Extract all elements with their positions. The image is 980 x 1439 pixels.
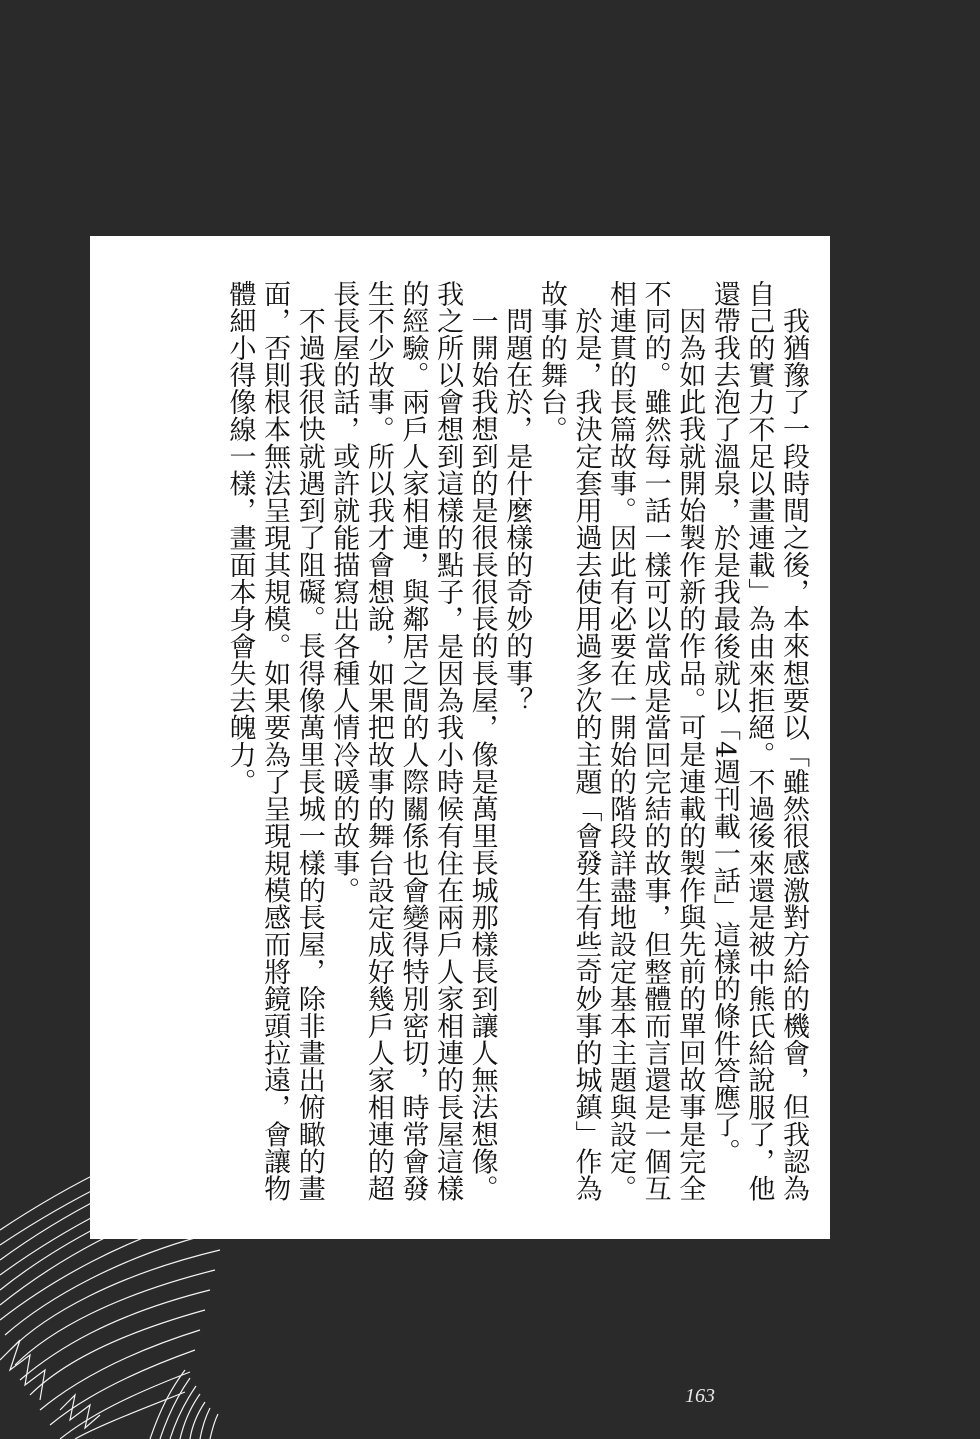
vertical-text-body [222,280,810,1220]
paragraph-2: 因為如此我就開始製作新的作品。可是連載的製作與先前的單回故事是完全不同的。雖然每一話一樣可以當成是當回完結的故事，但整體而言還是一個互相連貫的長篇故事。因此有必要在一開始的階段詳盡地設定基本主題與設定。 [605,280,706,1203]
paragraph-3: 於是，我決定套用過去使用過多次的主題「會發生有些奇妙事的城鎮」作為故事的舞台。 [535,280,602,1202]
text-panel [90,236,830,1239]
paragraph-5: 一開始我想到的是很長很長的長屋，像是萬里長城那樣長到讓人無法想像。我之所以會想到這樣的點子，是因為我小時候有住在兩戶人家相連的長屋這樣的經驗。兩戶人家相連，與鄰居之間的人際關係也會變得特別密切，時常會發生不少故事。所以我才會想說，如果把故事的舞台設定成好幾戶人家相連的超長長屋的話，或許就能描寫出各種人情冷暖的故事。 [328,280,498,1203]
paragraph-4: 問題在於，是什麼樣的奇妙的事？ [501,307,533,714]
paragraph-6: 不過我很快就遇到了阻礙。長得像萬里長城一樣的長屋，除非畫出俯瞰的畫面，否則根本無法呈現其規模。如果要為了呈現規模感而將鏡頭拉遠，會讓物體細小得像線一樣，畫面本身會失去魄力。 [224,280,325,1203]
page-number: 163 [685,1385,715,1407]
paragraph-1: 我猶豫了一段時間之後，本來想要以「雖然很感激對方給的機會，但我認為自己的實力不足以畫連載」為由來拒絕。不過後來還是被中熊氏給說服了，他還帶我去泡了溫泉，於是我最後就以「4週刊載一話」這樣的條件答應了。 [708,280,809,1203]
